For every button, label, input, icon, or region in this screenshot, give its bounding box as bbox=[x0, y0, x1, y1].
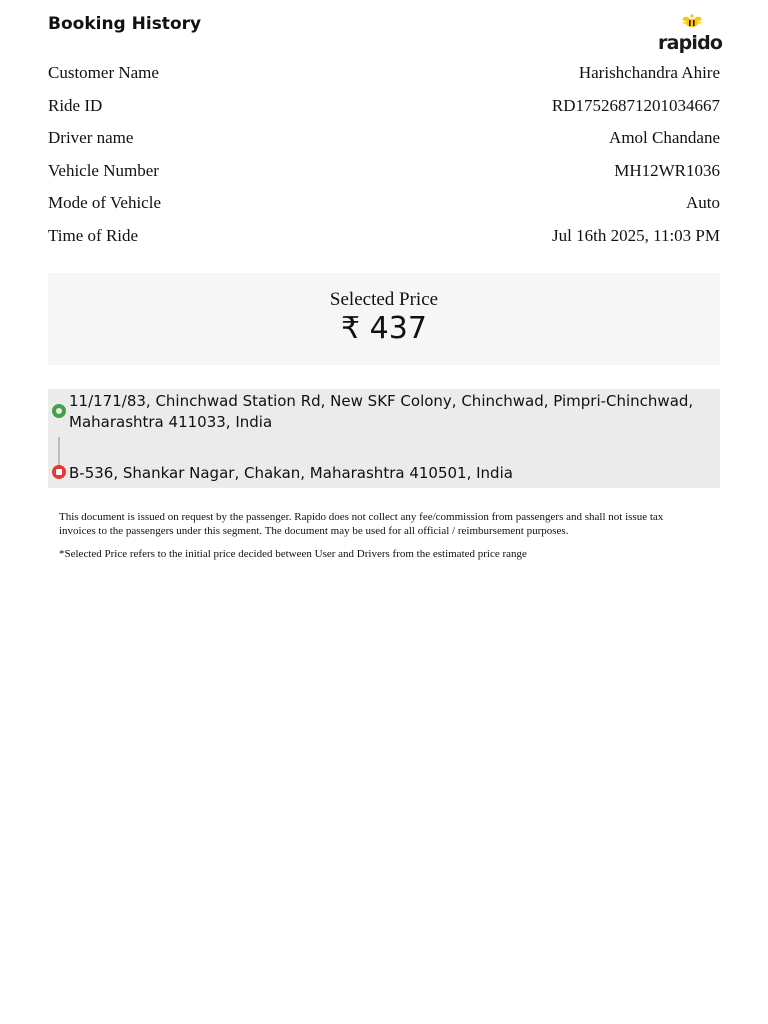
selected-price-footnote: *Selected Price refers to the initial price decided between User and Drivers from the estimated price range bbox=[59, 548, 527, 560]
price-label: Selected Price bbox=[329, 289, 439, 310]
disclaimer-text: This document is issued on request by the passenger. Rapido does not collect any fee/commission from passengers and shall not issue tax invoices to the passengers under this segment. The document may be used for all official / reimbursement purposes. bbox=[59, 511, 664, 537]
detail-row-customer-name bbox=[48, 57, 720, 90]
detail-value: MH12WR1036 bbox=[614, 160, 720, 180]
detail-label: Ride ID bbox=[48, 95, 103, 115]
detail-value: Jul 16th 2025, 11:03 PM bbox=[552, 225, 720, 245]
page-title: Booking History bbox=[48, 14, 202, 34]
detail-row-vehicle-number bbox=[48, 155, 720, 188]
detail-value: Harishchandra Ahire bbox=[578, 63, 720, 83]
route-box bbox=[48, 389, 720, 488]
selected-price-box bbox=[48, 273, 720, 365]
drop-address: B-536, Shankar Nagar, Chakan, Maharashtra 410501, India bbox=[69, 464, 513, 482]
rapido-logo bbox=[658, 14, 722, 54]
detail-label: Driver name bbox=[48, 128, 134, 148]
detail-row-time-of-ride bbox=[48, 220, 720, 253]
detail-label: Mode of Vehicle bbox=[48, 193, 161, 213]
detail-value: Amol Chandane bbox=[609, 128, 720, 148]
detail-row-ride-id bbox=[48, 90, 720, 123]
ride-details-table bbox=[48, 57, 720, 252]
pickup-location-icon bbox=[52, 404, 66, 418]
detail-value: RD17526871201034667 bbox=[551, 95, 720, 115]
detail-row-mode-of-vehicle bbox=[48, 187, 720, 220]
booking-history-document bbox=[48, 0, 723, 572]
document-header bbox=[48, 0, 723, 56]
detail-label: Vehicle Number bbox=[48, 160, 159, 180]
price-value: ₹ 437 bbox=[341, 311, 427, 346]
drop-location-icon bbox=[52, 465, 66, 479]
detail-row-driver-name bbox=[48, 122, 720, 155]
pickup-address: 11/171/83, Chinchwad Station Rd, New SKF Colony, Chinchwad, Pimpri-Chinchwad, Maharashtra 411033, India bbox=[69, 392, 694, 431]
rapido-wordmark: rapido bbox=[658, 32, 723, 54]
detail-value: Auto bbox=[686, 193, 720, 213]
route-connector-line bbox=[58, 437, 60, 467]
detail-label: Customer Name bbox=[48, 63, 159, 83]
disclaimer bbox=[48, 511, 720, 562]
detail-label: Time of Ride bbox=[48, 225, 139, 245]
